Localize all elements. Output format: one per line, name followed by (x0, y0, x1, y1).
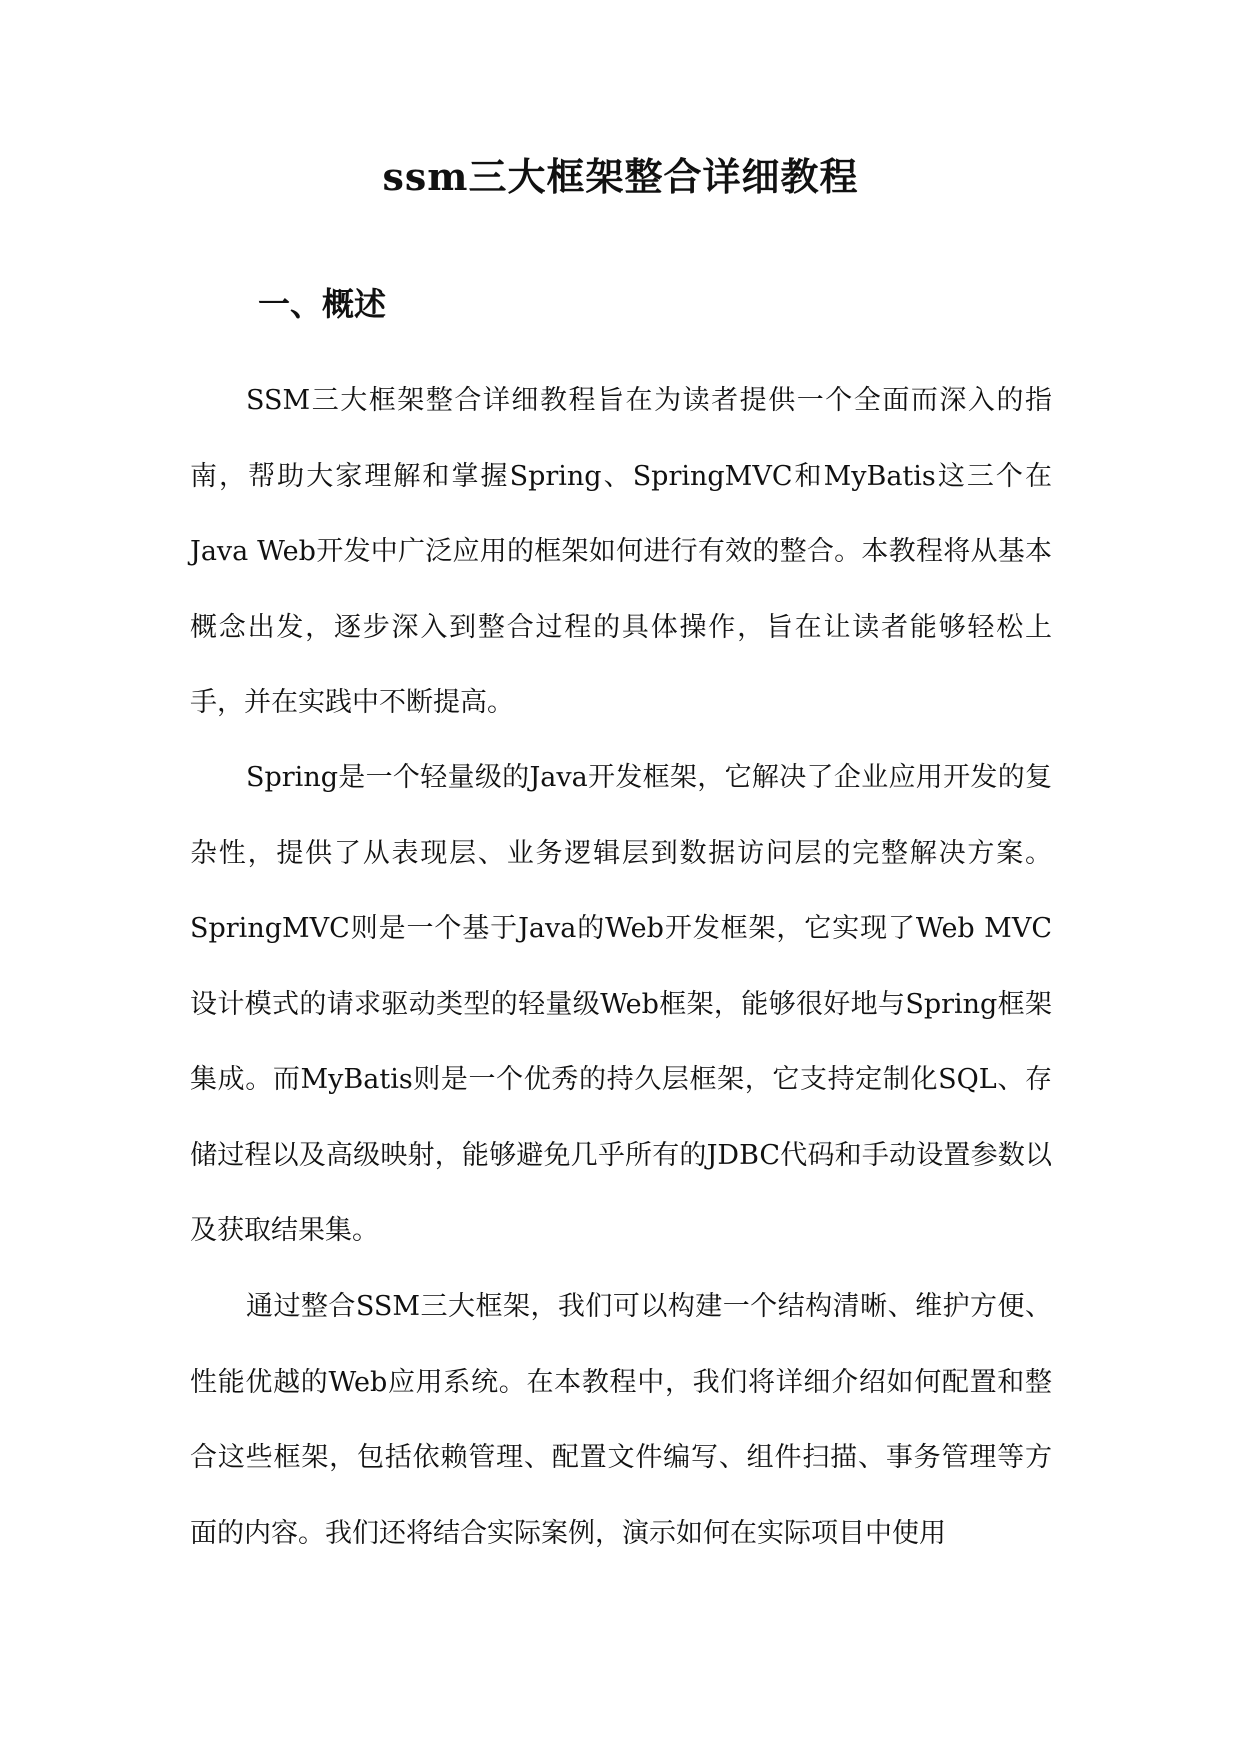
paragraph-intro: SSM三大框架整合详细教程旨在为读者提供一个全面而深入的指南，帮助大家理解和掌握Spring、SpringMVC和MyBatis这三个在Java Web开发中广泛应用的框架如何进行有效的整合。本教程将从基本概念出发，逐步深入到整合过程的具体操作，旨在让读者能够轻松上手，并在实践中不断提高。 (190, 385, 1052, 718)
document-title: ssm三大框架整合详细教程 (382, 154, 859, 199)
section-heading-overview: 一、概述 (258, 285, 387, 323)
paragraph-frameworks: Spring是一个轻量级的Java开发框架，它解决了企业应用开发的复杂性，提供了从表现层、业务逻辑层到数据访问层的完整解决方案。SpringMVC则是一个基于Java的Web开发框架，它实现了Web MVC设计模式的请求驱动类型的轻量级Web框架，能够很好地与Spring框架集成。而MyBatis则是一个优秀的持久层框架，它支持定制化SQL、存储过程以及高级映射，能够避免几乎所有的JDBC代码和手动设置参数以及获取结果集。 (190, 762, 1052, 1246)
paragraph-integration: 通过整合SSM三大框架，我们可以构建一个结构清晰、维护方便、性能优越的Web应用系统。在本教程中，我们将详细介绍如何配置和整合这些框架，包括依赖管理、配置文件编写、组件扫描、事务管理等方面的内容。我们还将结合实际案例，演示如何在实际项目中使用 (190, 1291, 1052, 1549)
